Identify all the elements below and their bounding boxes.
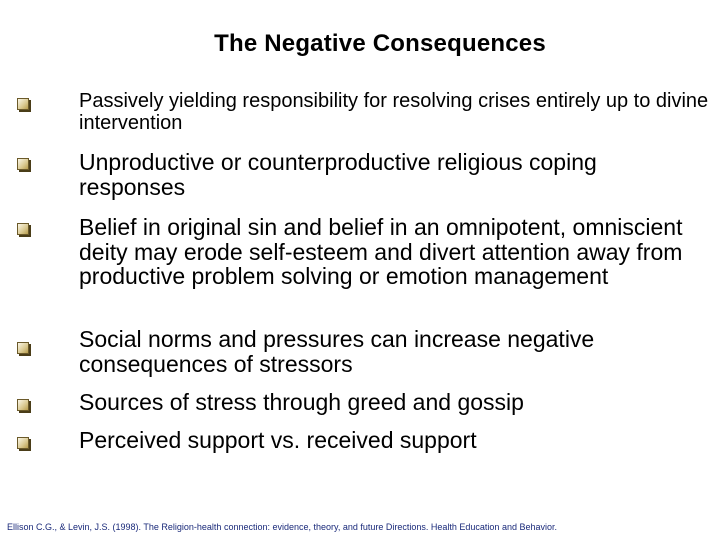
bullet-text: Perceived support vs. received support [79, 427, 477, 453]
bullet-text: Sources of stress through greed and gossip [79, 389, 524, 415]
square-bullet-icon [17, 342, 29, 354]
bullet-text: Social norms and pressures can increase negative consequences of stressors [79, 326, 595, 377]
square-bullet-icon [17, 399, 29, 411]
square-bullet-icon [17, 98, 29, 110]
bullet-text: Belief in original sin and belief in an omnipotent, omniscient deity may erode self-esteem and divert attention away from productive problem solving or emotion management [79, 214, 683, 289]
bullet-item [79, 90, 709, 134]
bullet-text: Unproductive or counterproductive religious coping responses [79, 149, 597, 200]
bullet-item [79, 215, 709, 289]
bullet-text: Passively yielding responsibility for resolving crises entirely up to divine intervention [79, 90, 709, 134]
bullet-item [79, 428, 709, 453]
bullet-item [79, 390, 709, 415]
square-bullet-icon [17, 158, 29, 170]
bullet-item [79, 327, 709, 376]
square-bullet-icon [17, 437, 29, 449]
slide-title: The Negative Consequences [214, 30, 546, 57]
citation-footer: Ellison C.G., & Levin, J.S. (1998). The Religion-health connection: evidence, theory, and future Directions. Health Education and Behavior. [7, 522, 557, 532]
bullet-item [79, 150, 709, 199]
square-bullet-icon [17, 223, 29, 235]
